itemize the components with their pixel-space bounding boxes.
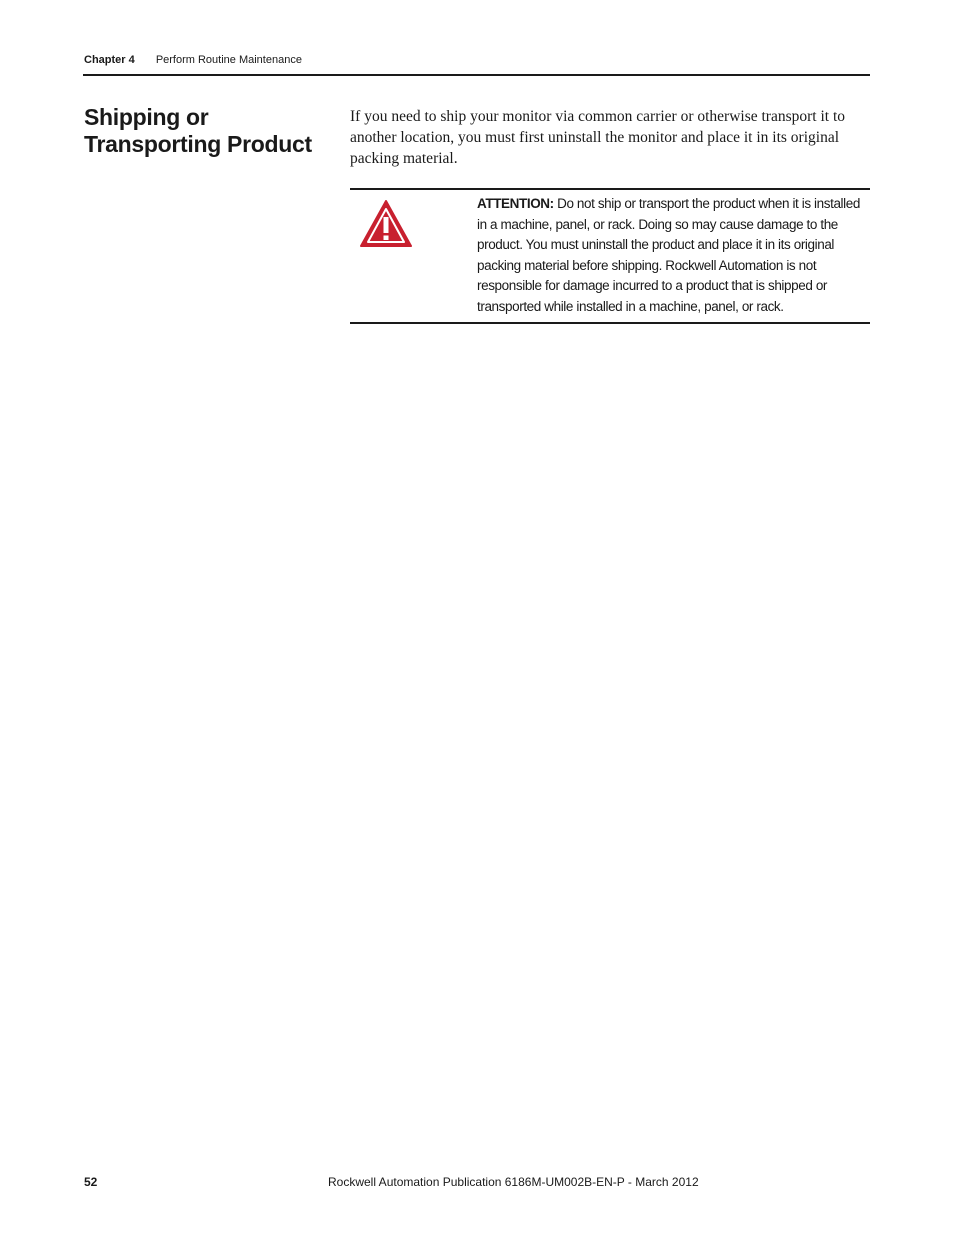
chapter-title: Perform Routine Maintenance <box>155 54 302 66</box>
chapter-label: Chapter 4 <box>84 54 135 66</box>
publication-info: Rockwell Automation Publication 6186M-UM002B-EN-P - March 2012 <box>328 1175 699 1189</box>
running-header <box>84 54 302 66</box>
warning-triangle-icon <box>358 198 414 250</box>
attention-bottom-rule <box>350 322 870 324</box>
header-rule <box>83 74 870 76</box>
attention-label: ATTENTION: <box>477 196 554 211</box>
attention-note <box>477 194 862 317</box>
page-number: 52 <box>84 1175 98 1189</box>
attention-text: Do not ship or transport the product when it is installed in a machine, panel, or rack. Doing so may cause damage to the product. You must uninstall the product and place it in its original packing material before shipping. Rockwell Automation is not responsible for damage incurred to a product that is shipped or transported while installed in a machine, panel, or rack. <box>477 196 860 314</box>
section-title: Shipping or Transporting Product <box>84 104 312 157</box>
intro-paragraph: If you need to ship your monitor via common carrier or otherwise transport it to another location, you must first uninstall the monitor and place it in its original packing material. <box>350 108 846 167</box>
attention-top-rule <box>350 188 870 190</box>
